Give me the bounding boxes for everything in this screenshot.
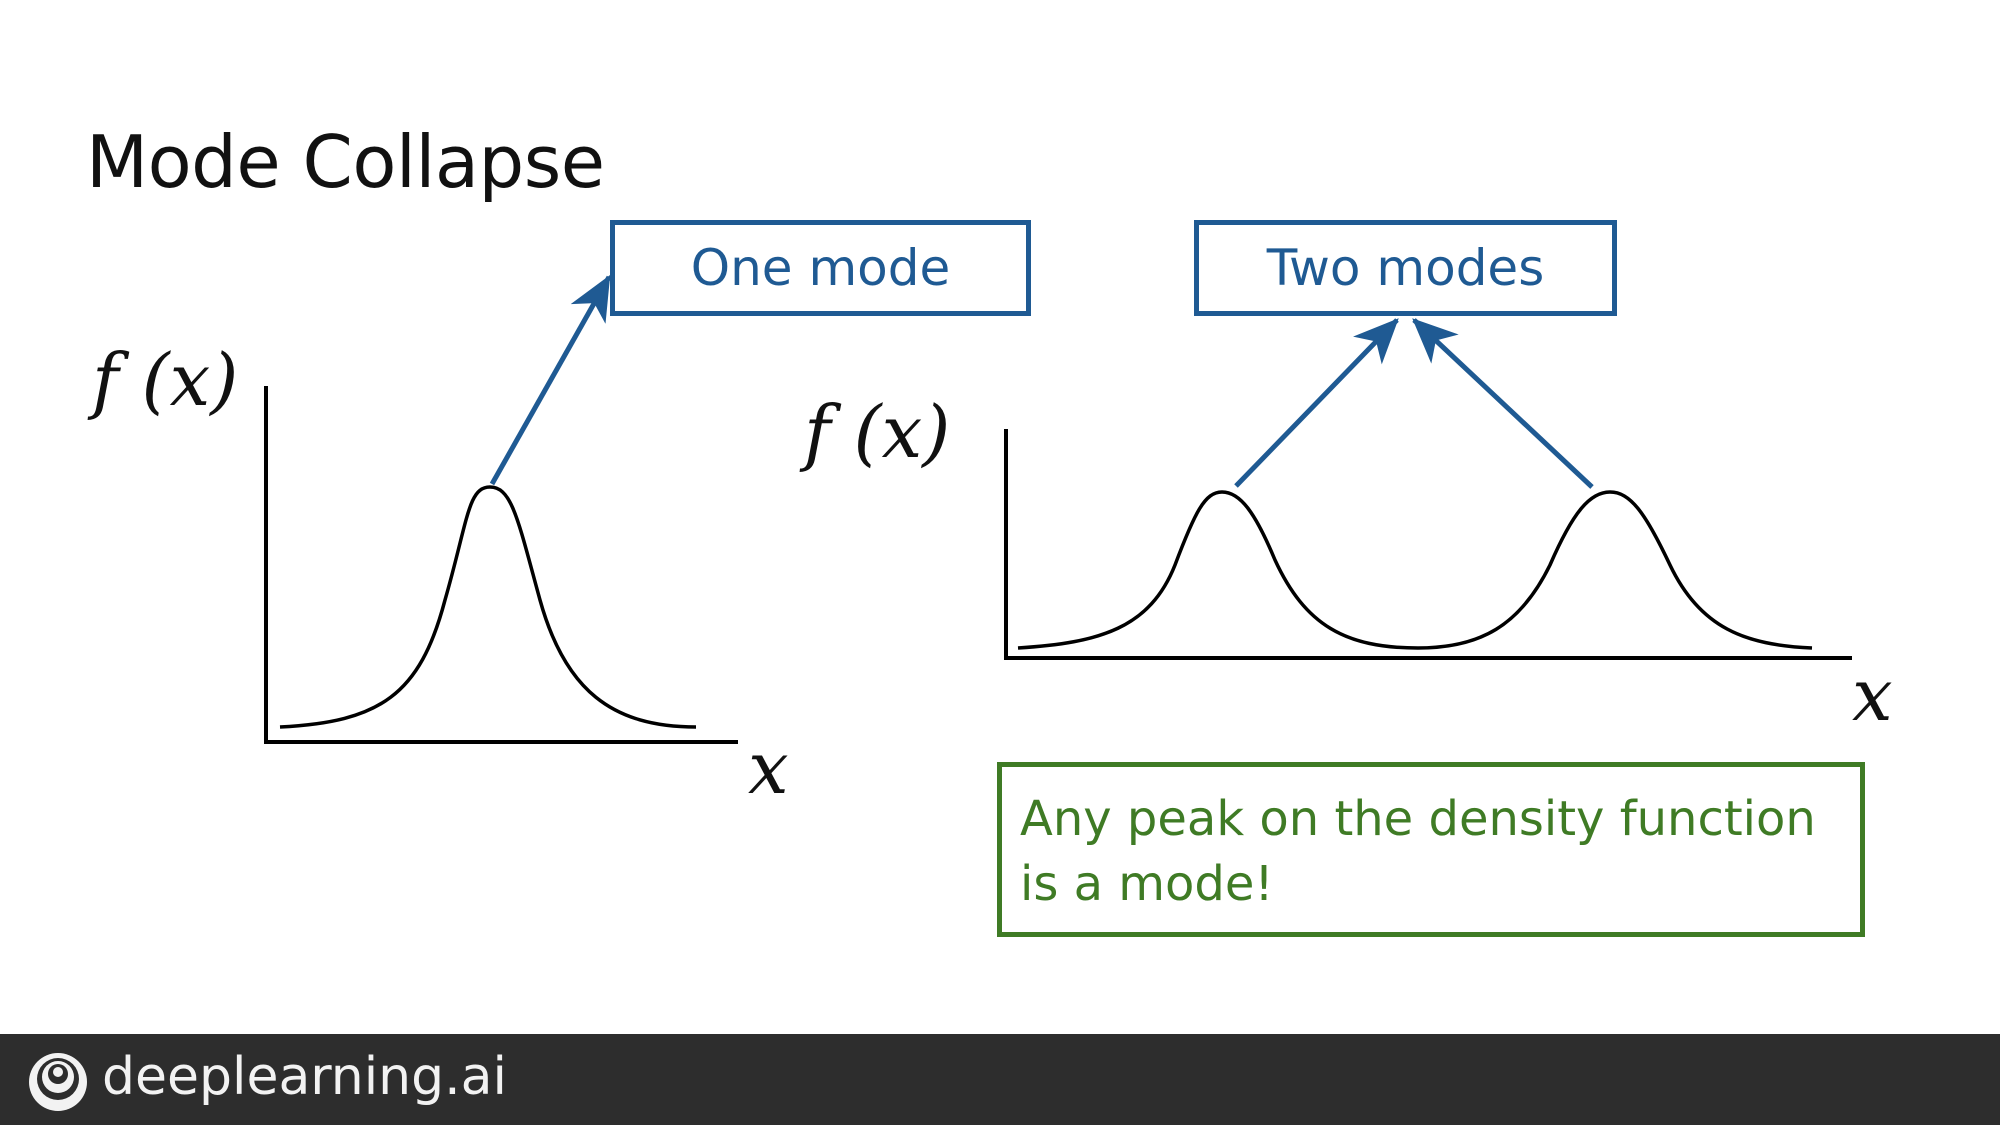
two-modes-callout: Two modes <box>1194 220 1617 316</box>
left-density-curve <box>280 487 696 727</box>
mode-definition-note <box>997 762 1865 937</box>
brand-name: deeplearning.ai <box>102 1047 507 1107</box>
right-x-axis-label: x <box>1852 653 1893 737</box>
two-modes-arrow-right <box>1414 320 1592 487</box>
footer-bar <box>0 1034 2000 1125</box>
note-line-1: Any peak on the density function <box>1020 791 1816 847</box>
one-mode-callout: One mode <box>610 220 1031 316</box>
left-plot <box>87 277 789 810</box>
one-mode-arrow <box>492 277 609 484</box>
note-line-2: is a mode! <box>1020 856 1274 912</box>
two-modes-arrow-left <box>1236 320 1397 486</box>
slide-title: Mode Collapse <box>86 120 605 204</box>
right-density-curve <box>1018 492 1812 648</box>
right-plot <box>799 320 1893 737</box>
left-x-axis-label: x <box>748 726 789 810</box>
left-y-axis-label: f (x) <box>92 338 239 422</box>
right-y-axis-label: f (x) <box>804 390 951 474</box>
deeplearning-logo-icon <box>26 1050 90 1114</box>
